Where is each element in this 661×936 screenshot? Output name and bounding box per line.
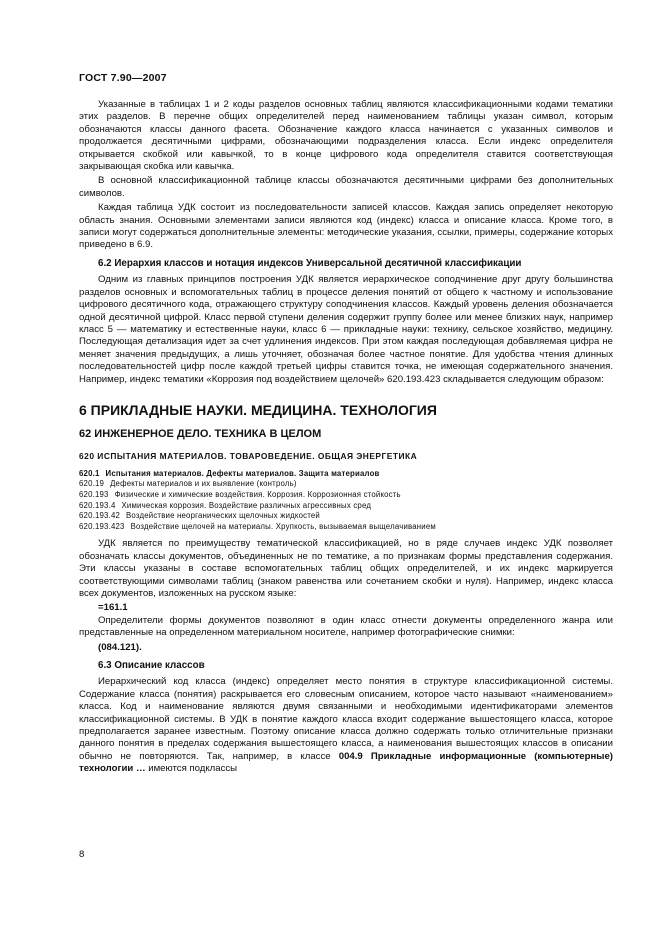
udc-index-example: =161.1 xyxy=(98,602,128,614)
udc-code: 620.193.423 xyxy=(79,521,125,531)
udc-row xyxy=(79,490,613,501)
paragraph: Одним из главных принципов построения УДК является иерархическое соподчинение друг другу большинства разделов основных и вспомогательных таблиц в процессе деления понятий от общего к частному и использование цифрового десятичного кода, отражающего структуру соподчинения классов. Каждый уровень деления обозначается одной десятичной цифрой. Класс первой ступени деления содержит группу более или менее близких наук, например класс 5 — математику и естественные науки, класс 6 — прикладные науки: технику, сельское хозяйство, медицину. Последующая детализация идет за счет удлинения индексов. При этом каждая последующая добавляемая цифра не меняет значения предыдущих, а лишь уточняет, обозначая более частное понятие. Для удобства чтения длинных последовательностей цифр после каждой третьей цифры ставится точка, не имеющая содержательного значения. Например, индекс тематики «Коррозия под воздействием щелочей» 620.193.423 складывается следующим образом: xyxy=(79,274,613,385)
paragraph: Каждая таблица УДК состоит из последовательности записей классов. Каждая запись определяет некоторую область знания. Основными элементами записи являются код (индекс) класса и описание класса. Кроме того, в записи могут содержаться дополнительные элементы: методические указания, ссылки, примеры, содержание которых приведено в 6.9. xyxy=(79,202,613,251)
udc-example-class-62: 62 ИНЖЕНЕРНОЕ ДЕЛО. ТЕХНИКА В ЦЕЛОМ xyxy=(79,427,322,440)
udc-row xyxy=(79,511,613,522)
section-heading-6-3: 6.3 Описание классов xyxy=(98,659,205,671)
udc-text: Химическая коррозия. Воздействие различных агрессивных сред xyxy=(121,500,372,510)
udc-example-list xyxy=(79,469,613,533)
udc-row xyxy=(79,522,613,533)
page-number: 8 xyxy=(79,849,85,860)
class-name-bold: 004.9 Прикладные информационные (компьютерные) технологии … xyxy=(79,750,613,775)
document-body xyxy=(79,99,613,778)
udc-text: Воздействие щелочей на материалы. Хрупкость, вызываемая выщелачиванием xyxy=(130,521,436,531)
udc-example-class-620: 620 ИСПЫТАНИЯ МАТЕРИАЛОВ. ТОВАРОВЕДЕНИЕ. ОБЩАЯ ЭНЕРГЕТИКА xyxy=(79,451,418,462)
section-heading-6-2: 6.2 Иерархия классов и нотация индексов Универсальной десятичной классификации xyxy=(98,257,522,269)
udc-row xyxy=(79,501,613,512)
paragraph-text: имеются подклассы xyxy=(148,763,238,775)
paragraph-text: Иерархический код класса (индекс) определяет место понятия в структуре классификационной системы. Содержание класса (понятия) раскрывается его словесным описанием, которое часто называют «наименованием» класса. Код и наименование являются двумя связанными и необходимыми идентификаторами элементов классификационной системы. В УДК в понятие каждого класса входит содержание вышестоящего класса, которое предполагается заранее известным. Поэтому описание класса должно содержать только отличительные признаки данного понятия в пределах содержания вышестоящего класса, а наименования вышестоящих классов в описании обычно не повторяются. Так, например, в классе xyxy=(79,676,613,762)
paragraph-text: Определители формы документов позволяют в один класс отнести документы определенного жанра или представленные на определенном материальном носителе, например фотографические снимки: xyxy=(79,614,613,639)
paragraph: Указанные в таблицах 1 и 2 коды разделов основных таблиц являются классификационными кодами тематики этих разделов. В перечне общих определителей перед наименованием таблицы указан символ, которым обозначаются классы данного фасета. Обозначение каждого класса начинается с указанных символов и продолжается десятичными цифрами, обозначающими подразделения класса. Если индекс определителя открывается скобкой или кавычкой, то в конце цифрового кода определителя ставится соответствующая закрывающая скобка или кавычка. xyxy=(79,99,613,173)
udc-text: Воздействие неорганических щелочных жидкостей xyxy=(126,511,320,521)
udc-code: 620.19 xyxy=(79,479,105,489)
udc-form-index-example: (084.121). xyxy=(98,641,142,653)
paragraph xyxy=(79,615,613,640)
udc-text: Физические и химические воздействия. Коррозия. Коррозионная стойкость xyxy=(114,489,401,499)
udc-row xyxy=(79,479,613,490)
udc-code: 620.193.4 xyxy=(79,500,116,510)
paragraph: В основной классификационной таблице классы обозначаются десятичными цифрами без дополнительных символов. xyxy=(79,175,613,199)
paragraph xyxy=(79,676,613,775)
udc-row xyxy=(79,469,613,480)
udc-example-class-6: 6 ПРИКЛАДНЫЕ НАУКИ. МЕДИЦИНА. ТЕХНОЛОГИЯ xyxy=(79,401,437,418)
paragraph: УДК является по преимуществу тематической классификацией, но в ряде случаев индекс УДК позволяет обозначать классы документов, объединенных не по тематике, а по признакам формы представления содержания. Эти классы указаны в составе вспомогательных таблиц общих определителей, и их индекс маркируется соответствующими символами таблиц (знаком равенства или сочетанием скобки и нуля). Например, индекс класса всех документов, изложенных на русском языке: xyxy=(79,538,613,599)
udc-code: 620.193 xyxy=(79,489,109,499)
udc-code: 620.1 xyxy=(79,468,100,478)
page-header: ГОСТ 7.90—2007 xyxy=(79,72,167,84)
udc-code: 620.193.42 xyxy=(79,511,121,521)
udc-text: Испытания материалов. Дефекты материалов. Защита материалов xyxy=(105,468,380,478)
udc-text: Дефекты материалов и их выявление (контроль) xyxy=(110,479,297,489)
